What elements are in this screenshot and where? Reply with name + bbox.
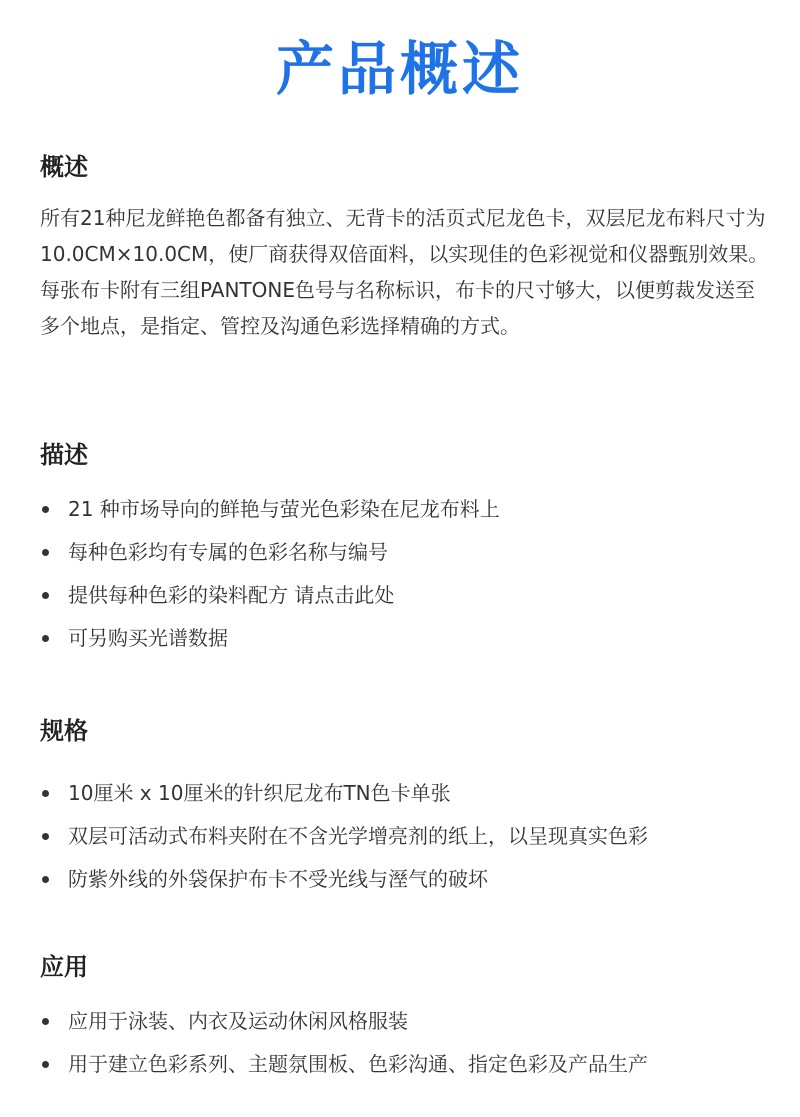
list-item-text: 应用于泳装、内衣及运动休闲风格服装 bbox=[68, 1009, 408, 1033]
bullet-icon bbox=[42, 1061, 49, 1068]
list-item-text: 10厘米 x 10厘米的针织尼龙布TN色卡单张 bbox=[68, 781, 451, 805]
overview-paragraph: 每张布卡附有三组PANTONE色号与名称标识，布卡的尺寸够大，以便剪裁发送至多个地点，是指定、管控及沟通色彩选择精确的方式。 bbox=[40, 278, 755, 338]
section-heading-description: 描述 bbox=[40, 441, 88, 469]
section-heading-overview: 概述 bbox=[40, 153, 88, 181]
page-title: 产品概述 bbox=[275, 35, 524, 103]
bullet-icon bbox=[42, 506, 49, 513]
overview-paragraph: 所有21种尼龙鲜艳色都备有独立、无背卡的活页式尼龙色卡，双层尼龙布料尺寸为10.0CM×10.0CM，使厂商获得双倍面料，以实现佳的色彩视觉和仪器甄别效果。 bbox=[40, 206, 769, 266]
applications-list bbox=[40, 1006, 770, 1092]
list-item-text: 防紫外线的外袋保护布卡不受光线与溼气的破坏 bbox=[68, 867, 488, 891]
bullet-icon bbox=[42, 592, 49, 599]
list-item-text: 可另购买光谱数据 bbox=[68, 626, 228, 650]
list-item bbox=[40, 537, 770, 567]
list-item bbox=[40, 494, 770, 524]
bullet-icon bbox=[42, 833, 49, 840]
list-item bbox=[40, 821, 770, 851]
bullet-icon bbox=[42, 1018, 49, 1025]
section-heading-specifications: 规格 bbox=[40, 717, 88, 745]
list-item bbox=[40, 580, 770, 610]
list-item bbox=[40, 623, 770, 653]
list-item bbox=[40, 1006, 770, 1036]
list-item bbox=[40, 864, 770, 894]
list-item bbox=[40, 778, 770, 808]
list-item-text: 每种色彩均有专属的色彩名称与编号 bbox=[68, 540, 388, 564]
bullet-icon bbox=[42, 790, 49, 797]
bullet-icon bbox=[42, 549, 49, 556]
bullet-icon bbox=[42, 876, 49, 883]
list-item bbox=[40, 1049, 770, 1079]
list-item-text: 21 种市场导向的鲜艳与萤光色彩染在尼龙布料上 bbox=[68, 497, 500, 521]
overview-text bbox=[40, 200, 770, 344]
specifications-list bbox=[40, 778, 770, 907]
bullet-icon bbox=[42, 635, 49, 642]
description-list bbox=[40, 494, 770, 666]
list-item-text: 提供每种色彩的染料配方 请点击此处 bbox=[68, 583, 395, 607]
list-item-text: 双层可活动式布料夹附在不含光学增亮剂的纸上，以呈现真实色彩 bbox=[68, 824, 648, 848]
list-item-text: 用于建立色彩系列、主题氛围板、色彩沟通、指定色彩及产品生产 bbox=[68, 1052, 648, 1076]
section-heading-applications: 应用 bbox=[40, 953, 88, 981]
